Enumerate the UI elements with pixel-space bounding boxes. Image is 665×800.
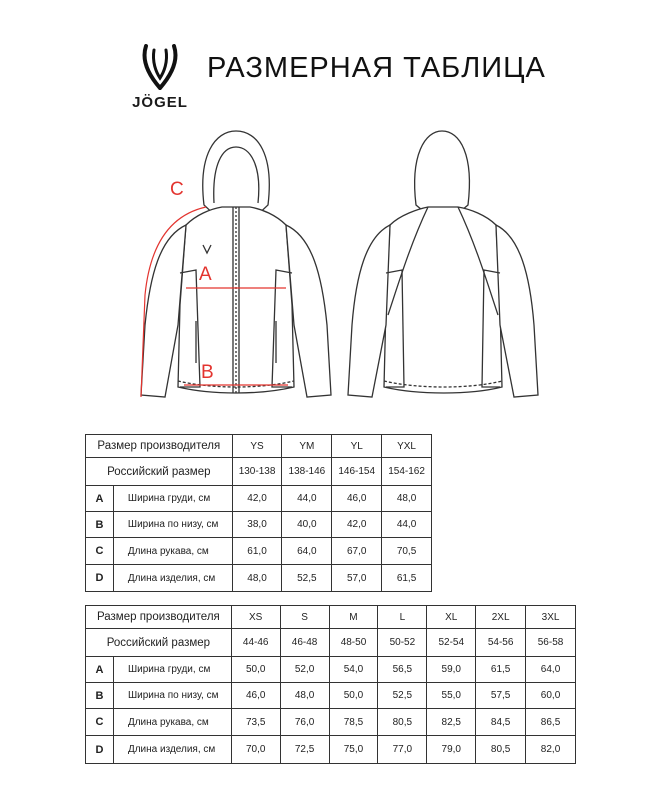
row-letter: A [86, 486, 114, 512]
size-cell: XS [231, 606, 280, 629]
value-cell: 64,0 [526, 657, 576, 683]
table-row [86, 736, 576, 764]
value-cell: 48,0 [280, 683, 329, 709]
russian-cell: 154-162 [382, 458, 432, 486]
value-cell: 75,0 [329, 736, 378, 764]
russian-cell: 56-58 [526, 629, 576, 657]
value-cell: 40,0 [282, 512, 332, 538]
size-cell: YXL [382, 435, 432, 458]
value-cell: 79,0 [427, 736, 476, 764]
value-cell: 61,5 [382, 565, 432, 592]
value-cell: 54,0 [329, 657, 378, 683]
row-name: Ширина груди, см [113, 657, 231, 683]
row-name: Ширина по низу, см [113, 683, 231, 709]
row-letter: D [86, 565, 114, 592]
value-cell: 59,0 [427, 657, 476, 683]
measure-label-b: B [201, 362, 214, 383]
size-cell: 3XL [526, 606, 576, 629]
table-row [86, 486, 432, 512]
value-cell: 52,5 [378, 683, 427, 709]
value-cell: 78,5 [329, 709, 378, 736]
brand-name: JÖGEL [132, 94, 188, 111]
size-cell: 2XL [476, 606, 526, 629]
row-name: Длина рукава, см [113, 538, 232, 565]
value-cell: 52,5 [282, 565, 332, 592]
russian-cell: 54-56 [476, 629, 526, 657]
table-header-row [86, 435, 432, 458]
jogel-emblem-icon [132, 44, 188, 90]
header-label: Размер производителя [86, 435, 233, 458]
table-row [86, 565, 432, 592]
russian-label: Российский размер [86, 629, 232, 657]
table-row [86, 683, 576, 709]
table-row [86, 657, 576, 683]
value-cell: 48,0 [382, 486, 432, 512]
value-cell: 57,0 [332, 565, 382, 592]
value-cell: 44,0 [282, 486, 332, 512]
value-cell: 46,0 [231, 683, 280, 709]
table-row [86, 709, 576, 736]
value-cell: 84,5 [476, 709, 526, 736]
size-cell: YS [232, 435, 282, 458]
size-cell: YL [332, 435, 382, 458]
row-name: Длина изделия, см [113, 736, 231, 764]
row-letter: C [86, 709, 114, 736]
value-cell: 86,5 [526, 709, 576, 736]
russian-cell: 46-48 [280, 629, 329, 657]
value-cell: 57,5 [476, 683, 526, 709]
value-cell: 77,0 [378, 736, 427, 764]
row-name: Длина изделия, см [113, 565, 232, 592]
value-cell: 48,0 [232, 565, 282, 592]
russian-cell: 50-52 [378, 629, 427, 657]
row-name: Длина рукава, см [113, 709, 231, 736]
value-cell: 50,0 [231, 657, 280, 683]
row-letter: D [86, 736, 114, 764]
value-cell: 70,0 [231, 736, 280, 764]
measure-label-c: C [170, 179, 184, 200]
value-cell: 76,0 [280, 709, 329, 736]
russian-cell: 138-146 [282, 458, 332, 486]
size-cell: L [378, 606, 427, 629]
table-row [86, 538, 432, 565]
value-cell: 72,5 [280, 736, 329, 764]
value-cell: 60,0 [526, 683, 576, 709]
row-letter: C [86, 538, 114, 565]
value-cell: 67,0 [332, 538, 382, 565]
row-letter: B [86, 683, 114, 709]
value-cell: 38,0 [232, 512, 282, 538]
brand-logo [118, 44, 202, 116]
value-cell: 61,5 [476, 657, 526, 683]
row-letter: B [86, 512, 114, 538]
measure-label-a: A [199, 264, 212, 285]
row-letter: A [86, 657, 114, 683]
table-header-row [86, 606, 576, 629]
value-cell: 73,5 [231, 709, 280, 736]
header-label: Размер производителя [86, 606, 232, 629]
value-cell: 82,5 [427, 709, 476, 736]
value-cell: 44,0 [382, 512, 432, 538]
value-cell: 42,0 [332, 512, 382, 538]
size-table-kids [85, 434, 432, 592]
value-cell: 56,5 [378, 657, 427, 683]
jacket-back [348, 131, 538, 397]
value-cell: 55,0 [427, 683, 476, 709]
russian-cell: 130-138 [232, 458, 282, 486]
size-cell: XL [427, 606, 476, 629]
value-cell: 42,0 [232, 486, 282, 512]
russian-label: Российский размер [86, 458, 233, 486]
value-cell: 61,0 [232, 538, 282, 565]
jacket-diagram [0, 125, 665, 415]
table-row [86, 512, 432, 538]
size-cell: M [329, 606, 378, 629]
table-russian-row [86, 458, 432, 486]
russian-cell: 48-50 [329, 629, 378, 657]
value-cell: 70,5 [382, 538, 432, 565]
value-cell: 80,5 [378, 709, 427, 736]
page-title: РАЗМЕРНАЯ ТАБЛИЦА [207, 52, 546, 84]
value-cell: 80,5 [476, 736, 526, 764]
russian-cell: 44-46 [231, 629, 280, 657]
value-cell: 82,0 [526, 736, 576, 764]
russian-cell: 146-154 [332, 458, 382, 486]
value-cell: 52,0 [280, 657, 329, 683]
row-name: Ширина груди, см [113, 486, 232, 512]
russian-cell: 52-54 [427, 629, 476, 657]
table-russian-row [86, 629, 576, 657]
value-cell: 46,0 [332, 486, 382, 512]
value-cell: 50,0 [329, 683, 378, 709]
row-name: Ширина по низу, см [113, 512, 232, 538]
size-cell: S [280, 606, 329, 629]
size-table-adults [85, 605, 576, 764]
size-cell: YM [282, 435, 332, 458]
jacket-front [141, 131, 331, 397]
value-cell: 64,0 [282, 538, 332, 565]
